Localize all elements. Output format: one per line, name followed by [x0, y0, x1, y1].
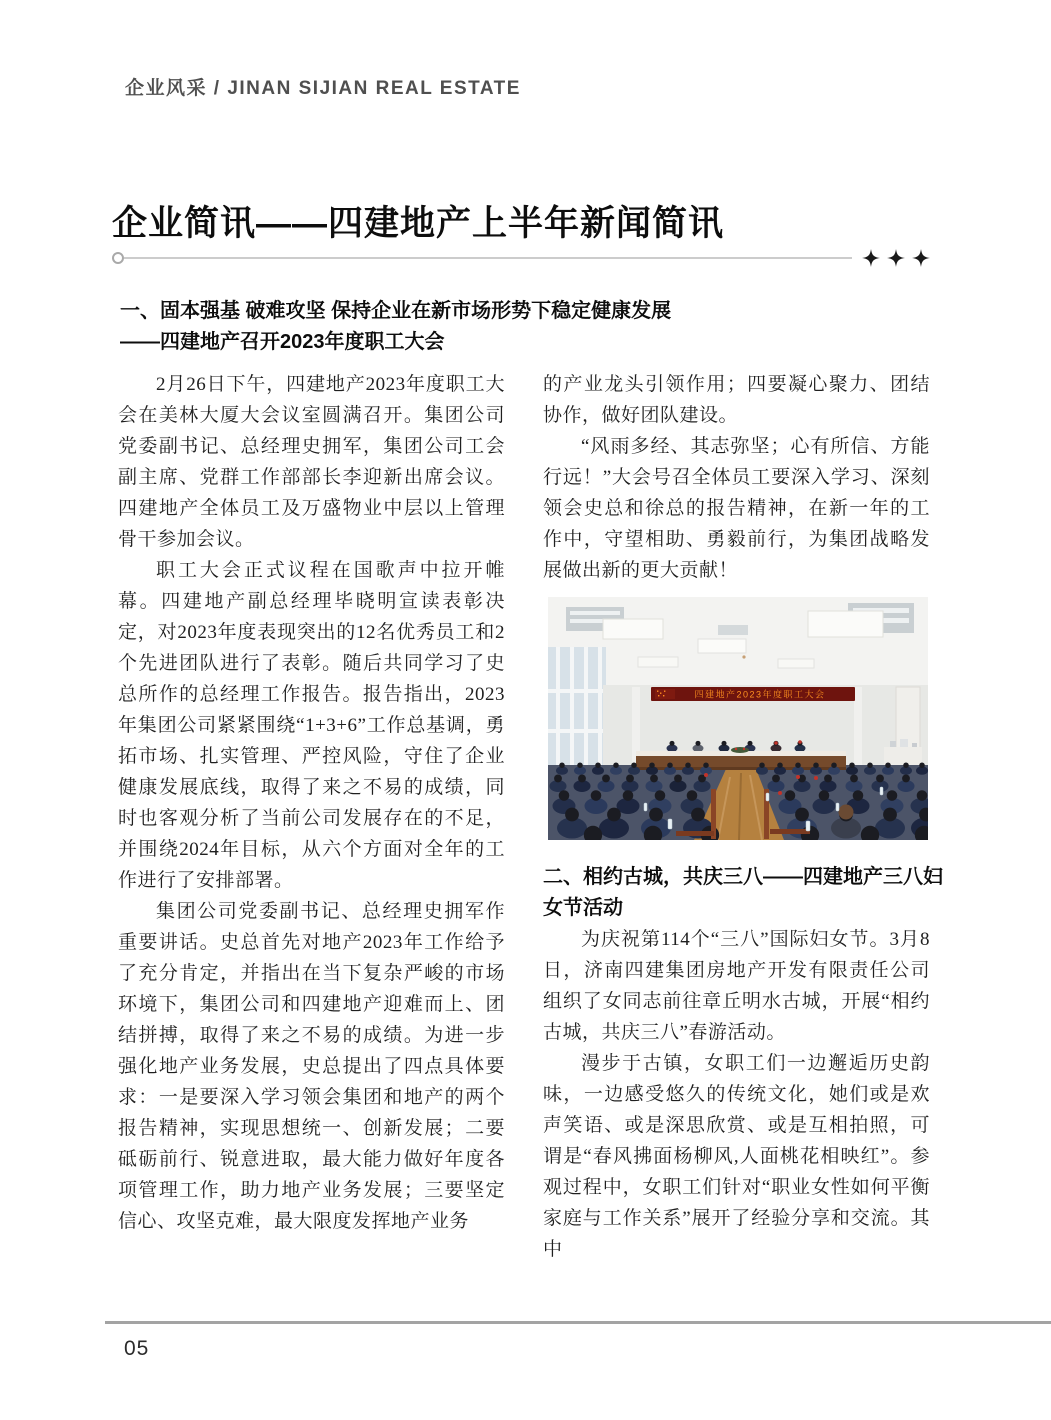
- masthead-text: 企业风采 / JINAN SIJIAN REAL ESTATE: [125, 78, 521, 99]
- sparkle-icon: [862, 249, 880, 267]
- section1-heading-line2: ——四建地产召开2023年度职工大会: [120, 331, 445, 353]
- body-paragraph: 漫步于古镇，女职工们一边邂逅历史韵味，一边感受悠久的传统文化，她们或是欢声笑语、或是深思欣赏、或是互相拍照，可谓是“春风拂面杨柳风,人面桃花相映红”。参观过程中，女职工们针对“职业女性如何平衡家庭与工作关系”展开了经验分享和交流。其中: [543, 1053, 930, 1260]
- page-number: 05: [124, 1337, 150, 1360]
- title-divider: [112, 246, 930, 270]
- body-paragraph: 为庆祝第114个“三八”国际妇女节。3月8日，济南四建集团房地产开发有限责任公司组织了女同志前往章丘明水古城，开展“相约古城，共庆三八”春游活动。: [543, 929, 930, 1043]
- photo-led-banner: [651, 687, 855, 701]
- sparkle-icon: [912, 249, 930, 267]
- footer-rule: [105, 1321, 1051, 1324]
- section2-heading: 二、相约古城，共庆三八——四建地产三八妇女节活动: [543, 866, 943, 919]
- body-paragraph: 2月26日下午，四建地产2023年度职工大会在美林大厦大会议室圆满召开。集团公司党委副书记、总经理史拥军，集团公司工会副主席、党群工作部部长李迎新出席会议。四建地产全体员工及万盛物业中层以上管理骨干参加会议。: [118, 374, 505, 550]
- divider-circle-icon: [112, 252, 124, 264]
- photo-banner-text: 四建地产2023年度职工大会: [694, 689, 826, 700]
- body-paragraph: 职工大会正式议程在国歌声中拉开帷幕。四建地产副总经理毕晓明宣读表彰决定，对2023年度表现突出的12名优秀员工和2个先进团队进行了表彰。随后共同学习了史总所作的总经理工作报告。报告指出，2023年集团公司紧紧围绕“1+3+6”工作总基调，勇拓市场、扎实管理、严控风险，守住了企业健康发展底线，取得了来之不易的成绩，同时也客观分析了当前公司发展存在的不足，并围绕2024年目标，从六个方面对全年的工作进行了安排部署。: [118, 560, 505, 891]
- body-paragraph: 集团公司党委副书记、总经理史拥军作重要讲话。史总首先对地产2023年工作给予了充分肯定，并指出在当下复杂严峻的市场环境下，集团公司和四建地产迎难而上、团结拼搏，取得了来之不易的成绩。为进一步强化地产业务发展，史总提出了四点具体要求：一是要深入学习领会集团和地产的两个报告精神，实现思想统一、创新发展；二要砥砺前行、锐意进取，最大能力做好年度各项管理工作，助力地产业务发展；三要坚定信心、攻坚克难，最大限度发挥地产业务: [118, 901, 505, 1232]
- masthead: [125, 73, 521, 100]
- column-right-bottom: [543, 924, 930, 1265]
- section1-heading-line1: 一、固本强基 破难攻坚 保持企业在新市场形势下稳定健康发展: [120, 300, 672, 322]
- photo-window: [548, 647, 606, 775]
- sparkle-icons: [862, 249, 930, 267]
- body-paragraph: 的产业龙头引领作用；四要凝心聚力、团结协作，做好团队建设。: [543, 374, 930, 426]
- column-left: [118, 369, 505, 1237]
- page-title: 企业简讯——四建地产上半年新闻简讯: [112, 204, 725, 243]
- meeting-photo: [548, 597, 928, 840]
- sparkle-icon: [887, 249, 905, 267]
- column-right-top: [543, 369, 930, 586]
- divider-line: [124, 257, 852, 259]
- section1-heading: [120, 296, 780, 358]
- body-paragraph: “风雨多经、其志弥坚；心有所信、方能行远！”大会号召全体员工要深入学习、深刻领会史总和徐总的报告精神，在新一年的工作中，守望相助、勇毅前行，为集团战略发展做出新的更大贡献！: [543, 436, 930, 581]
